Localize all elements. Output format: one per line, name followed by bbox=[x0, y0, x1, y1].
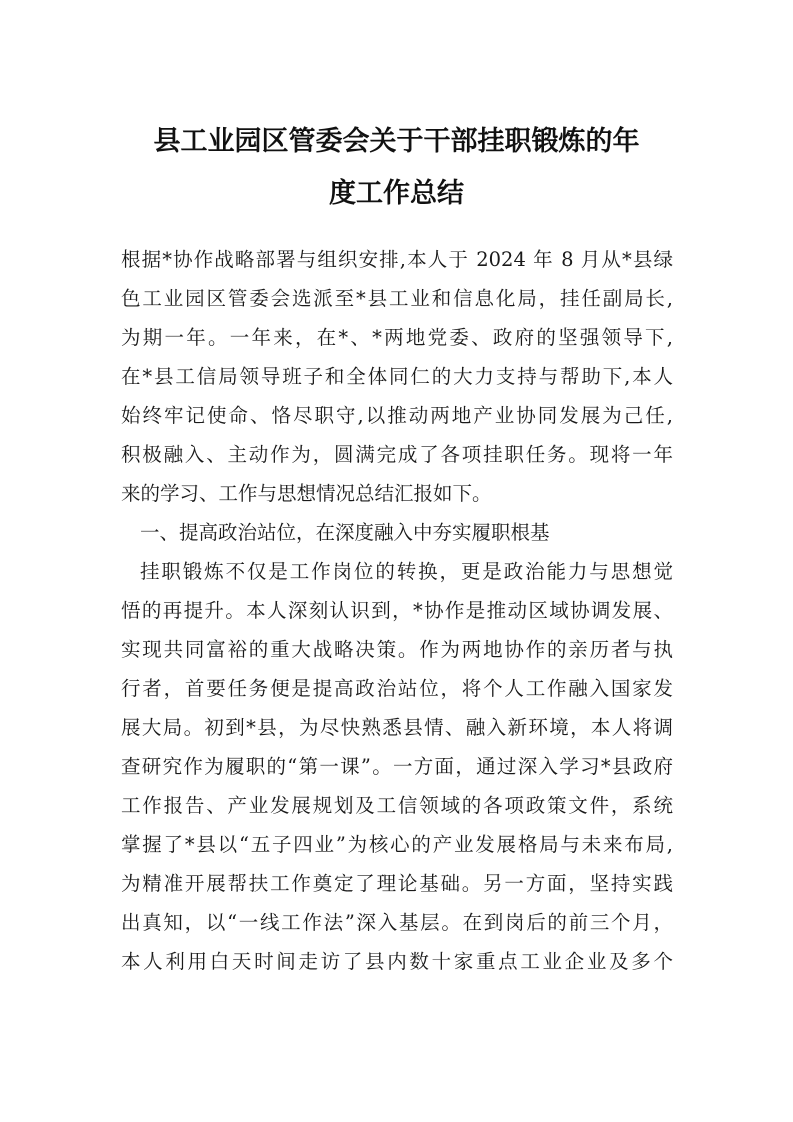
paragraph-2-line: 出真知，以“一线工作法”深入基层。在到岗后的前三个月， bbox=[121, 911, 673, 934]
paragraph-1-line: 始终牢记使命、恪尽职守,以推动两地产业协同发展为己任, bbox=[121, 404, 673, 427]
paragraph-1-line: 根据*协作战略部署与组织安排,本人于 2024 年 8 月从*县绿 bbox=[121, 248, 673, 271]
paragraph-2-line: 工作报告、产业发展规划及工信领域的各项政策文件，系统 bbox=[121, 794, 673, 817]
paragraph-2-line: 掌握了*县以“五子四业”为核心的产业发展格局与未来布局, bbox=[121, 833, 673, 856]
section-1-heading: 一、提高政治站位，在深度融入中夯实履职根基 bbox=[140, 521, 550, 544]
paragraph-2-line: 实现共同富裕的重大战略决策。作为两地协作的亲历者与执 bbox=[121, 638, 673, 661]
paragraph-2-line: 为精准开展帮扶工作奠定了理论基础。另一方面，坚持实践 bbox=[121, 872, 673, 895]
document-title-line-1: 县工业园区管委会关于干部挂职锻炼的年 bbox=[153, 126, 640, 157]
paragraph-2-line: 本人利用白天时间走访了县内数十家重点工业企业及多个 bbox=[121, 950, 673, 973]
paragraph-2-line: 悟的再提升。本人深刻认识到，*协作是推动区域协调发展、 bbox=[121, 599, 673, 622]
paragraph-1-line: 在*县工信局领导班子和全体同仁的大力支持与帮助下,本人 bbox=[121, 365, 673, 388]
paragraph-2-line: 挂职锻炼不仅是工作岗位的转换，更是政治能力与思想觉 bbox=[140, 560, 673, 583]
paragraph-1-line: 为期一年。一年来，在*、*两地党委、政府的坚强领导下, bbox=[121, 326, 673, 349]
paragraph-2-line: 行者，首要任务便是提高政治站位，将个人工作融入国家发 bbox=[121, 677, 673, 700]
paragraph-2-line: 展大局。初到*县，为尽快熟悉县情、融入新环境，本人将调 bbox=[121, 716, 673, 739]
paragraph-1-line: 色工业园区管委会选派至*县工业和信息化局，挂任副局长, bbox=[121, 287, 673, 310]
paragraph-2-line: 查研究作为履职的“第一课”。一方面，通过深入学习*县政府 bbox=[121, 755, 673, 778]
paragraph-1-line: 来的学习、工作与思想情况总结汇报如下。 bbox=[121, 482, 492, 505]
document-title-line-2: 度工作总结 bbox=[329, 178, 464, 209]
paragraph-1-line: 积极融入、主动作为，圆满完成了各项挂职任务。现将一年 bbox=[121, 443, 673, 466]
